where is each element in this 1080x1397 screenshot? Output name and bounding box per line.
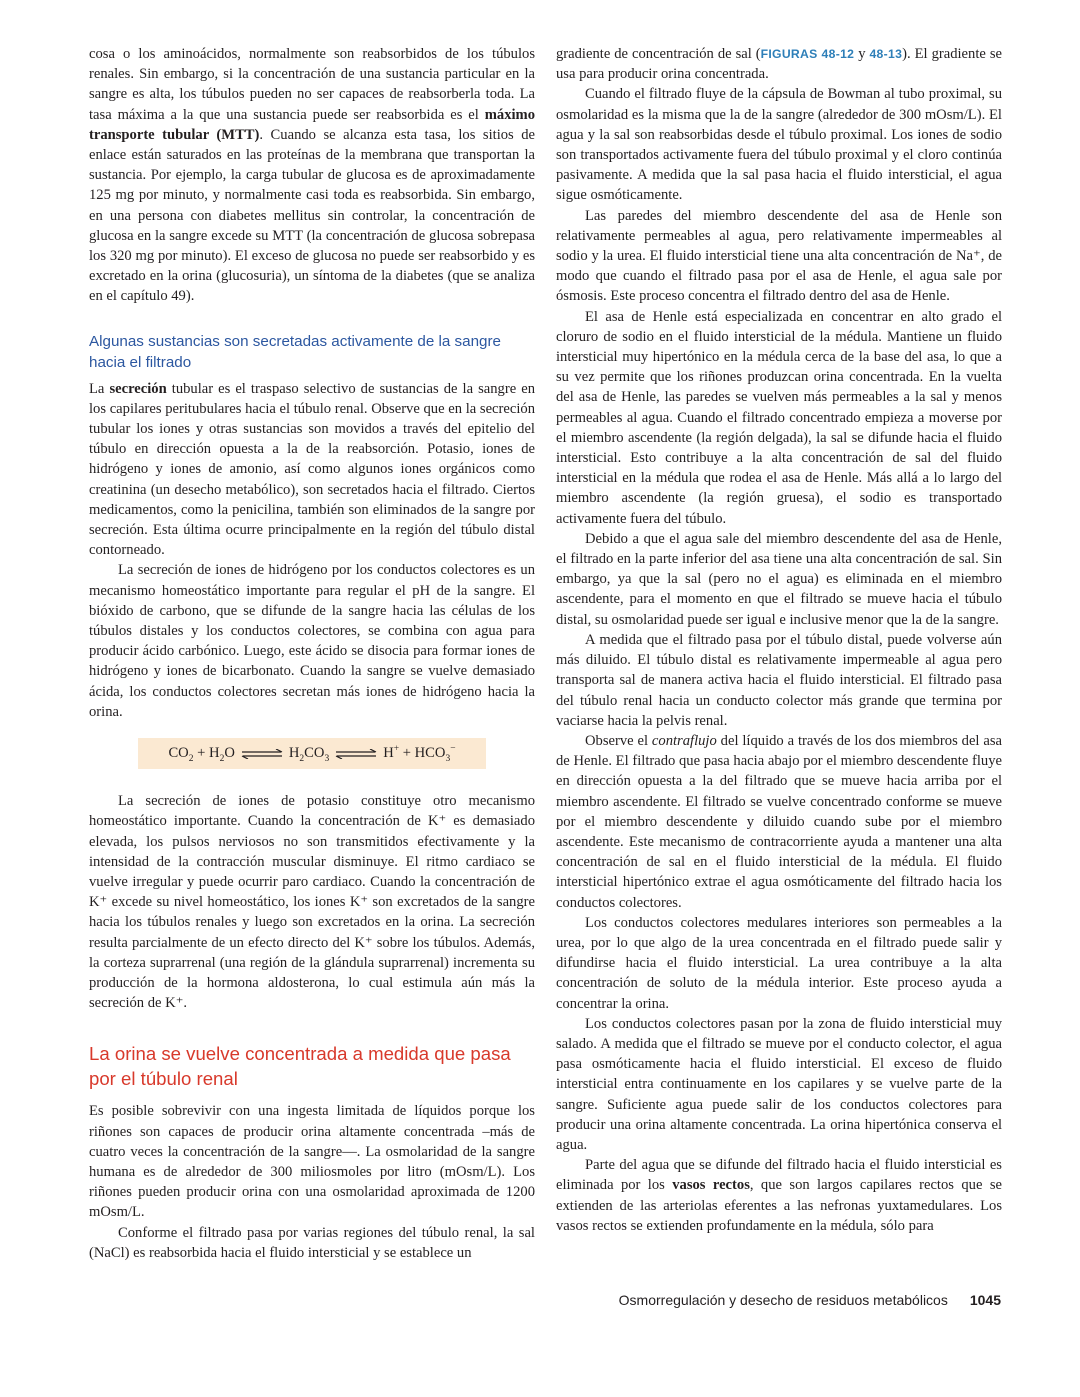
section-heading-concentrated-urine: La orina se vuelve concentrada a medida que pasa por el túbulo renal [89,1043,511,1090]
paragraph-hydrogen-ions: La secreción de iones de hidrógeno por los conductos colectores es un mecanismo homeostático importante para regular el pH de la sangre. El bióxido de carbono, que se difunde de la sangre hacia las células de los túbulos distales y los conductos colectores, se combina con agua para producir ácido carbónico. Luego, este ácido se disocia para formar iones de hidrógeno y iones de bicarbonato. Cuando la sangre se vuelve demasiado ácida, los conductos colectores secretan más iones de hidrógeno hacia la orina. [89,562,535,720]
paragraph-countercurrent: Observe el contraflujo del líquido a través de los dos miembros del asa de Henle. El filtrado que pasa hacia abajo por el miembro descendente fluye en dirección opuesta a la del filtrado que se mueve hacia arriba por el miembro ascendente. El filtrado se vuelve concentrado conforme se mueve por el miembro descendente y diluido cuando sube por el miembro ascendente. Este mecanismo de contracorriente ayuda a mantener una alta concentración de sal en el fluido intersticial de la médula. El fluido intersticial hipertónico extrae el agua osmóticamente del filtrado hacia los conductos colectores. [556,732,1002,911]
paragraph-loop-of-henle: El asa de Henle está especializada en concentrar en alto grado el cloruro de sodio en el fluido intersticial de la médula. Mantiene un fluido intersticial muy hipertónico en la médula cerca de la base del asa, lo que a su vez permite que los riñones produzcan orina concentrada. En la vuelta del asa de Henle, las paredes se vuelven más permeables a la sal y menos permeables al agua. Cuando el filtrado concentrado empieza a moverse por el miembro ascendente (la región delgada), la sal se difunde hacia el fluido intersticial. Esto contribuye a la alta concentración de sal del fluido intersticial en la médula que rodea el asa de Henle. Más allá a lo largo del miembro ascendente (la región gruesa), el sodio es transportado activamente fuera del túbulo. [556,308,1002,527]
equilibrium-arrow-icon [335,749,377,759]
page-footer [619,1292,1001,1308]
paragraph-mtt: cosa o los aminoácidos, normalmente son reabsorbidos de los túbulos renales. Sin embargo, si la concentración de una sustancia particular en la sangre es alta, los túbulos pueden no ser capaces de reabsorberla toda. La tasa máxima a la que una sustancia puede ser reabsorbida es el máximo transporte tubular (MTT). Cuando se alcanza esta tasa, los sitios de enlace están saturados en las proteínas de la membrana que transportan la sustancia. Por ejemplo, la carga tubular de glucosa es de aproximadamente 125 mg por minuto, y normalmente casi toda es reabsorbida. Sin embargo, en una persona con diabetes mellitus sin controlar, la concentración de glucosa en la sangre excede su MTT (la concentración de glucosa sobrepasa los 320 mg por minuto). El exceso de glucosa no puede ser reabsorbido y es excretado en la orina (glucosuria), un síntoma de la diabetes (que se analiza en el capítulo 49). [89,46,535,305]
paragraph-vasa-recta: Parte del agua que se difunde del filtrado hacia el fluido intersticial es eliminada por los vasos rectos, que son largos capilares rectos que se extienden de las arteriolas eferentes a las nefronas yuxtamedulares. Los vasos rectos se extienden profundamente en la médula, sólo para [556,1157,1002,1234]
paragraph-urea: Los conductos colectores medulares interiores son permeables a la urea, por lo que algo de la urea concentrada en el filtrado puede salir y difundirse hacia el fluido intersticial. La urea contribuye a la alta concentración de soluto de la médula interior. Este proceso ayuda a concentrar la orina. [556,914,1002,1012]
paragraph-proximal-tubule: Cuando el filtrado fluye de la cápsula de Bowman al tubo proximal, su osmolaridad es la misma que la de la sangre (alrededor de 300 mOsm/L). El agua y la sal son reabsorbidas desde el túbulo proximal. Los iones de sodio son transportados activamente fuera del túbulo proximal y el cloro continúa pasivamente. A medida que la sal pasa hacia el fluido intersticial, el agua sigue osmóticamente. [556,86,1002,204]
term-mtt: máximo transporte tubular (MTT) [89,106,535,143]
term-secrecion: secreción [109,380,167,397]
term-vasos-rectos: vasos rectos [672,1177,750,1194]
equilibrium-arrow-icon [241,749,283,759]
paragraph-osmolarity: Es posible sobrevivir con una ingesta limitada de líquidos porque los riñones son capaces de producir orina altamente concentrada –más de cuatro veces la concentración de la sangre—. La osmolaridad de la sangre humana es de alrededor de 300 miliosmoles por litro (mOsm/L). Los riñones pueden producir orina con una osmolaridad aproximada de 1200 mOsm/L. [89,1103,535,1221]
paragraph-secretion: La secreción tubular es el traspaso selectivo de sustancias de la sangre en los capilares peritubulares hacia el túbulo renal. Observe que en la secreción tubular los iones y otras sustancias son movidos a través del epitelio del túbulo en dirección opuesta a la de la reabsorción. Potasio, iones de hidrógeno y iones de amonio, así como algunos iones orgánicos como creatinina (un desecho metabólico), son secretados hacia el filtrado. Ciertos medicamentos, como la penicilina, también son eliminados de la sangre por secreción. Esta última ocurre principalmente en la región del túbulo distal contorneado. [89,380,535,559]
paragraph-descending-limb: Las paredes del miembro descendente del asa de Henle son relativamente permeables al agua, pero relativamente impermeables al sodio y la urea. El fluido intersticial tiene una alta concentración de Na⁺, de modo que cuando el filtrado pasa por el asa de Henle, el agua sale por ósmosis. Este proceso concentra el filtrado dentro del asa de Henle. [556,207,1002,305]
paragraph-distal-tubule: A medida que el filtrado pasa por el túbulo distal, puede volverse aún más diluido. El túbulo distal es relativamente impermeable al agua pero transporta sal de manera activa hacia el fluido intersticial. El filtrado pasa del túbulo renal hacia un conducto colector más grande que termina por vaciarse hacia la pelvis renal. [556,631,1002,729]
subheading-secretion: Algunas sustancias son secretadas activamente de la sangre hacia el filtrado [89,332,501,371]
figure-reference-link[interactable]: FIGURAS 48-12 [760,47,855,61]
paragraph-collecting-ducts: Los conductos colectores pasan por la zona de fluido intersticial muy salado. A medida que el filtrado se mueve por el conducto colector, el agua pasa osmóticamente hacia el fluido intersticial. El exceso de fluido intersticial entra continuamente en los capilares y se vuelve parte de la sangre. Suficiente agua puede salir de los conductos colectores para producir una orina altamente concentrada. La orina hipertónica conserva el agua. [556,1015,1002,1153]
paragraph-filtrate-concentration: Debido a que el agua sale del miembro descendente del asa de Henle, el filtrado en la parte inferior del asa tiene una alta concentración de sal. Sin embargo, ya que la sal (pero no el agua) es eliminada en el miembro ascendente, para el momento en que el filtrado se mueve hacia el túbulo distal, su osmolaridad puede ser igual e inclusive menor que la de la sangre. [556,530,1002,628]
carbonic-acid-equation: $CO_2 + H_2O$ $H_2CO_3$ $H^+ + HCO_3^-$ [138,738,486,769]
term-contraflujo: contraflujo [651,732,717,749]
page-number: 1045 [969,1292,1001,1308]
paragraph-salt-gradient: Conforme el filtrado pasa por varias regiones del túbulo renal, la sal (NaCl) es reabsorbida hacia el fluido intersticial y se establece un [89,1224,535,1261]
right-column [556,44,1002,1236]
paragraph-gradient-continued: gradiente de concentración de sal (FIGURAS 48-12 y 48-13). El gradiente se usa para producir orina concentrada. [556,46,1002,83]
running-chapter-title: Osmorregulación y desecho de residuos metabólicos [618,1292,948,1308]
left-column [89,44,535,1263]
figure-reference-link[interactable]: 48-13 [869,47,903,61]
paragraph-potassium: La secreción de iones de potasio constituye otro mecanismo homeostático importante. Cuando la concentración de K⁺ es demasiado elevada, los pulsos nerviosos no son transmitidos efectivamente y la intensidad de la contracción muscular disminuye. El ritmo cardiaco se vuelve irregular y puede ocurrir paro cardiaco. Cuando la concentración de K⁺ excede su nivel homeostático, los iones K⁺ son excretados de la sangre hacia los túbulos renales y luego son excretados en la orina. La secreción resulta parcialmente de un efecto directo del K⁺ sobre los túbulos. Además, la corteza suprarrenal (una región de la glándula suprarrenal) incrementa su producción de la hormona aldosterona, lo cual estimula aún más la secreción de K⁺. [89,793,535,1012]
